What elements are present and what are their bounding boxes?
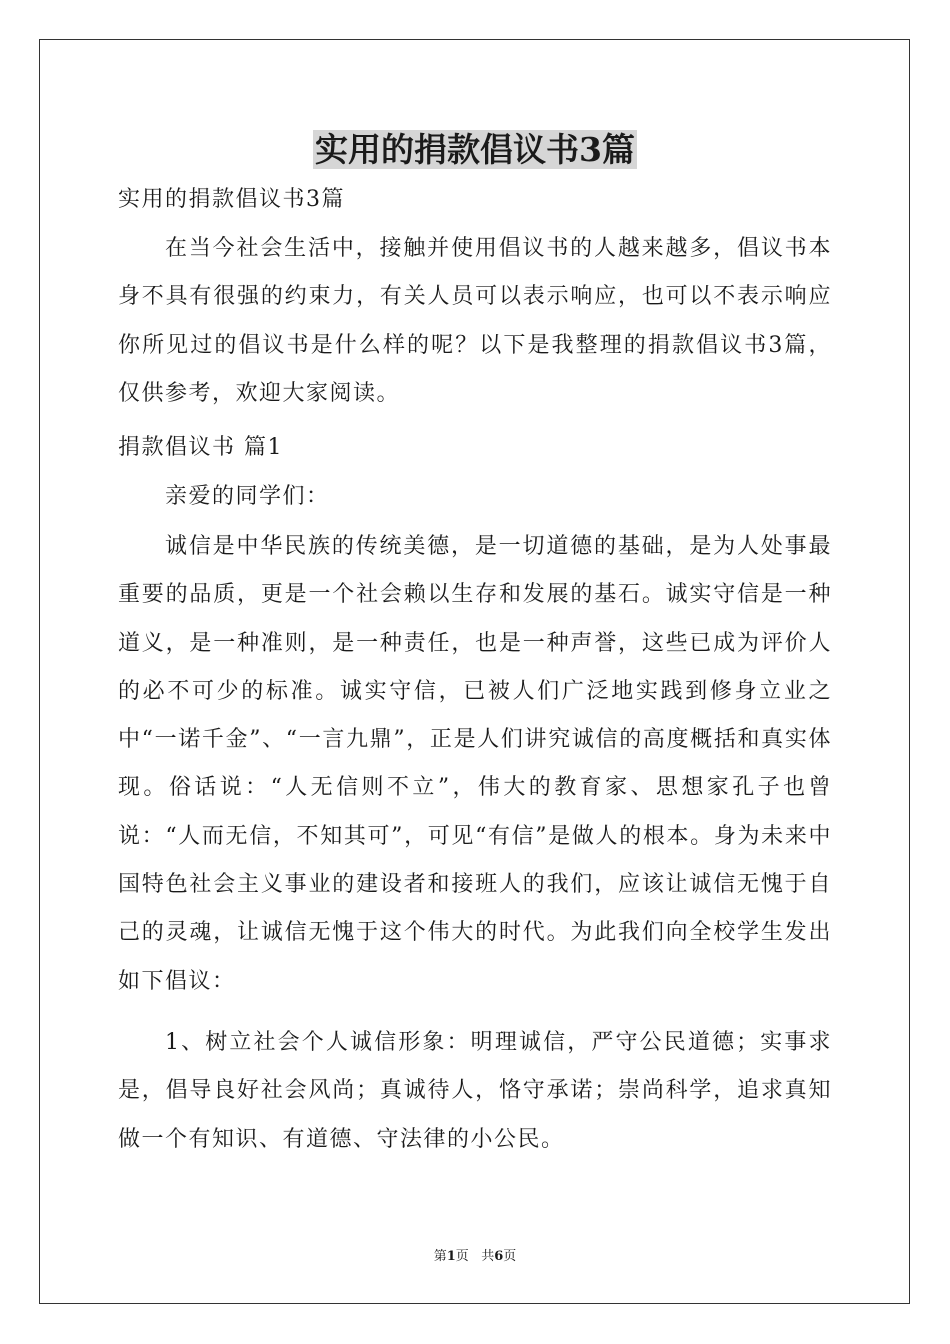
page-footer xyxy=(0,1248,950,1266)
proposal-item-1: 1、树立社会个人诚信形象：明理诚信，严守公民道德；实事求是，倡导良好社会风尚；真诚待人，恪守承诺；崇尚科学，追求真知做一个有知识、有道德、守法律的小公民。 xyxy=(118,1030,832,1152)
footer-total-suffix: 页 xyxy=(503,1249,517,1264)
intro-paragraph: 在当今社会生活中，接触并使用倡议书的人越来越多，倡议书本身不具有很强的约束力，有关人员可以表示响应，也可以不表示响应你所见过的倡议书是什么样的呢？以下是我整理的捐款倡议书3篇，仅供参考，欢迎大家阅读。 xyxy=(118,236,832,406)
document-title xyxy=(0,128,950,172)
footer-page-prefix: 第 xyxy=(433,1249,447,1264)
footer-total-prefix: 共 xyxy=(481,1249,495,1264)
greeting: 亲爱的同学们： xyxy=(165,484,330,509)
footer-page-number: 1 xyxy=(446,1249,456,1264)
body-paragraph: 诚信是中华民族的传统美德，是一切道德的基础，是为人处事最重要的品质，更是一个社会赖以生存和发展的基石。诚实守信是一种道义，是一种准则，是一种责任，也是一种声誉，这些已成为评价人的必不可少的标准。诚实守信，已被人们广泛地实践到修身立业之中“一诺千金”、“一言九鼎”，正是人们讲究诚信的高度概括和真实体现。俗话说：“人无信则不立”，伟大的教育家、思想家孔子也曾说：“人而无信，不知其可”，可见“有信”是做人的根本。身为未来中国特色社会主义事业的建设者和接班人的我们，应该让诚信无愧于自己的灵魂，让诚信无愧于这个伟大的时代。为此我们向全校学生发出如下倡议： xyxy=(118,534,832,994)
section-heading: 捐款倡议书 篇1 xyxy=(118,435,283,460)
document-title-text: 实用的捐款倡议书3篇 xyxy=(315,130,635,169)
footer-page-suffix: 页 xyxy=(455,1249,469,1264)
document-subtitle: 实用的捐款倡议书3篇 xyxy=(118,187,345,212)
footer-total-pages: 6 xyxy=(494,1249,504,1264)
